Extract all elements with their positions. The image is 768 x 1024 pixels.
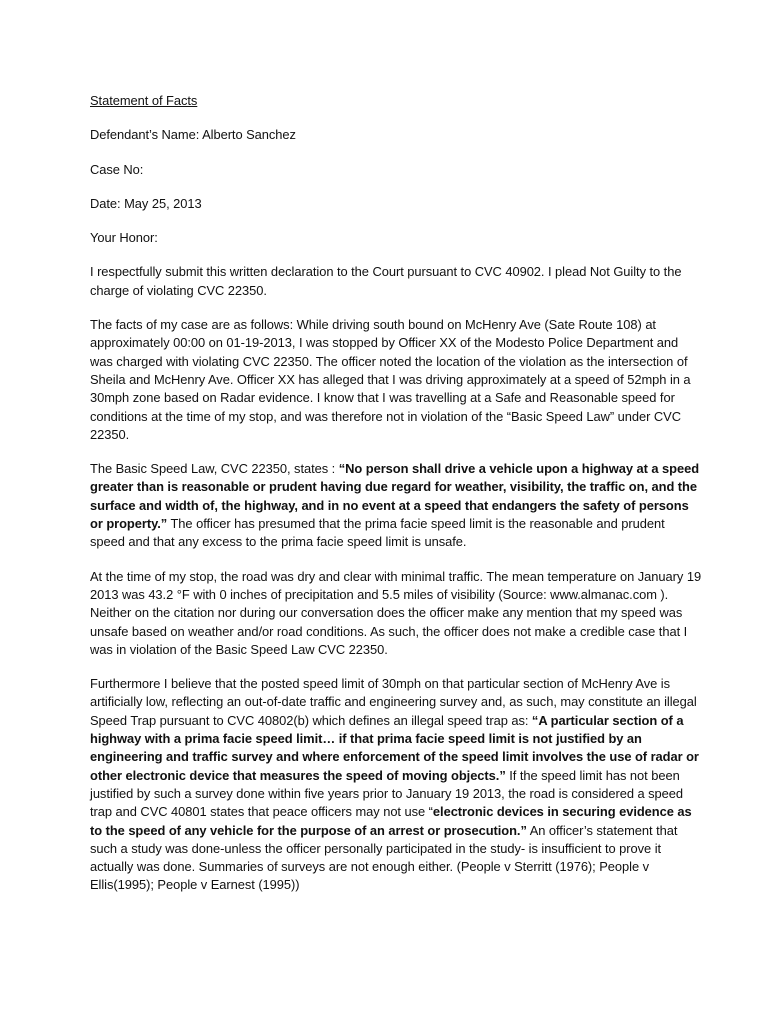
- defendant-name-label: Defendant’s Name:: [90, 127, 200, 143]
- date-value: May 25, 2013: [124, 195, 202, 211]
- facts-paragraph: The facts of my case are as follows: While driving south bound on McHenry Ave (Sate Route 108) at approximately 00:00 on 01-19-2013, I was stopped by Officer XX of the Modesto Police Department and was charged with violating CVC 22350. The officer noted the location of the violation as the intersection of Sheila and McHenry Ave. Officer XX has alleged that I was driving approximately at a speed of 52mph in a 30mph zone based on Radar evidence. I know that I was travelling at a Safe and Reasonable speed for conditions at the time of my stop, and was therefore not in violation of the “Basic Speed Law” under CVC 22350.: [90, 317, 691, 442]
- conditions-paragraph: At the time of my stop, the road was dry and clear with minimal traffic. The mean temperature on January 19 2013 was 43.2 °F with 0 inches of precipitation and 5.5 miles of visibility (Source: www.almanac.com ). Neither on the citation nor during our conversation does the officer make any mention that my speed was unsafe based on weather and/or road conditions. As such, the officer does not make a credible case that I was in violation of the Basic Speed Law CVC 22350.: [90, 568, 702, 657]
- date-field: [90, 195, 702, 213]
- basic-speed-law-quote: “No person shall drive a vehicle upon a highway at a speed greater than is reasonable or prudent having due regard for weather, visibility, the traffic on, and the surface and width of, the highway, and in no event at a speed that endangers the safety of persons or property.”: [90, 461, 700, 532]
- case-number-label: Case No:: [90, 161, 144, 177]
- basic-speed-law-paragraph: [90, 460, 702, 551]
- declaration-paragraph: I respectfully submit this written declaration to the Court pursuant to CVC 40902. I plead Not Guilty to the charge of violating CVC 22350.: [90, 264, 682, 298]
- speed-trap-middle: If the speed limit has not been justified by such a survey done within five years prior to January 19 2013, the road is considered a speed trap and CVC 40801 states that peace officers may not use “: [90, 767, 684, 820]
- case-number-field: [90, 161, 702, 179]
- electronic-devices-quote: electronic devices in securing evidence as to the speed of any vehicle for the purpose of an arrest or prosecution.”: [90, 804, 692, 838]
- defendant-name-field: [90, 126, 702, 144]
- defendant-name-value: Alberto Sanchez: [202, 127, 296, 143]
- basic-speed-law-intro: The Basic Speed Law, CVC 22350, states :: [90, 461, 339, 477]
- document-title: Statement of Facts: [90, 93, 198, 108]
- speed-trap-conclusion: An officer’s statement that such a study was done-unless the officer personally participated in the study- is insufficient to prove it actually was done. Summaries of surveys are not enough either. (People v Sterritt (1976); People v Ellis(1995); People v Earnest (1995)): [90, 822, 678, 893]
- date-label: Date:: [90, 195, 121, 211]
- speed-trap-intro: Furthermore I believe that the posted speed limit of 30mph on that particular section of McHenry Ave is artificially low, reflecting an out-of-date traffic and engineering survey and, as such, may constitute an illegal Speed Trap pursuant to CVC 40802(b) which defines an illegal speed trap as:: [90, 676, 697, 728]
- salutation: Your Honor:: [90, 230, 158, 246]
- speed-trap-paragraph: [90, 675, 702, 895]
- basic-speed-law-conclusion: The officer has presumed that the prima facie speed limit is the reasonable and prudent speed and that any excess to the prima facie speed limit is unsafe.: [90, 516, 665, 550]
- speed-trap-quote: “A particular section of a highway with a prima facie speed limit… if that prima facie speed limit is not justified by an engineering and traffic survey and where enforcement of the speed limit involves the use of radar or other electronic device that measures the speed of moving objects.”: [90, 712, 699, 783]
